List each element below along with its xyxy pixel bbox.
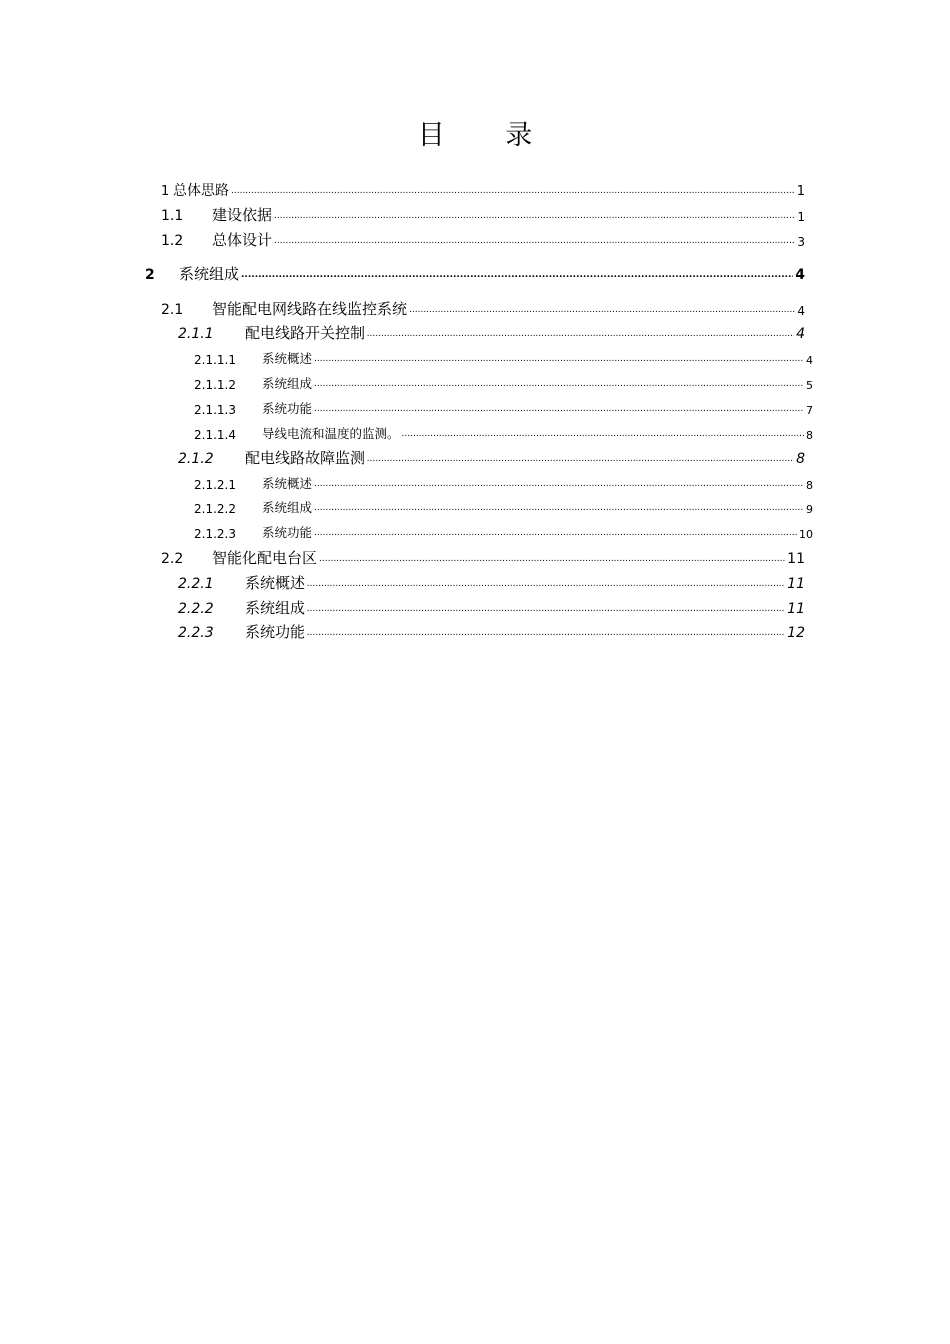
toc-leader [314,405,804,414]
toc-leader [307,605,785,614]
toc-leader [314,504,804,513]
toc-page-number: 9 [806,502,813,516]
toc-title: 导线电流和温度的监测。 [262,426,400,441]
toc-title: 智能配电网线路在线监控系统 [212,300,408,318]
toc-number: 2 [145,267,155,283]
toc-leader [274,212,795,221]
toc-page-number: 11 [787,551,805,567]
toc-title: 系统功能 [245,623,306,641]
toc-page-number: 8 [806,428,813,442]
toc-leader [314,529,797,538]
toc-number: 1.2 [161,233,184,249]
toc-number: 2.1.1.4 [194,427,236,442]
toc-entry-1-2[interactable] [161,233,805,248]
toc-number: 2.2.2 [178,601,214,617]
toc-page-number: 4 [795,267,805,283]
toc-entry-2-2-3[interactable] [178,625,805,640]
toc-title: 系统概述 [262,476,313,491]
toc-leader [402,430,804,439]
toc-page-number: 1 [797,210,805,224]
page-title: 目 录 [417,120,559,151]
toc-leader [314,355,804,364]
toc-number: 2.1.1.3 [194,402,236,417]
toc-number: 2.1.2.2 [194,501,236,516]
toc-leader [319,555,785,564]
toc-page-number: 4 [796,326,805,342]
toc-entry-2-2-1[interactable] [178,576,805,591]
toc-title: 系统组成 [262,500,313,515]
toc-entry-2-1-1[interactable] [178,326,805,341]
toc-number: 2.2 [161,551,184,567]
toc-entry-2-1-2-2[interactable] [194,502,813,515]
toc-page-number: 4 [806,353,813,367]
toc-title: 建设依据 [212,206,273,224]
toc-page-number: 1 [796,184,805,199]
toc-leader [231,187,795,196]
toc-title: 配电线路故障监测 [245,449,366,467]
toc-page-number: 10 [799,527,813,541]
toc-entry-2-1[interactable] [161,302,805,317]
toc-title: 系统概述 [245,574,306,592]
toc-page-number: 8 [806,478,813,492]
toc-number: 2.2.3 [178,625,214,641]
toc-number: 2.1.2 [178,451,214,467]
toc-page-number: 7 [806,403,813,417]
toc-title: 系统概述 [262,351,313,366]
toc-number: 2.1.2.3 [194,526,236,541]
toc-title: 总体设计 [212,231,273,249]
toc-title: 系统组成 [179,265,240,283]
toc-title: 系统功能 [262,401,313,416]
toc-entry-2-1-2-1[interactable] [194,478,813,491]
toc-title: 智能化配电台区 [212,549,318,567]
toc-page-number: 5 [806,378,813,392]
toc-entry-1-1[interactable] [161,208,805,223]
toc-entry-1[interactable] [161,184,805,198]
toc-leader [409,306,795,315]
toc-title: 配电线路开关控制 [245,324,366,342]
toc-entry-2-2[interactable] [161,551,805,566]
toc-leader [307,580,785,589]
toc-leader [307,629,785,638]
toc-number: 2.1.1.1 [194,352,236,367]
toc-entry-2-1-2[interactable] [178,451,805,466]
toc-entry-2-1-2-3[interactable] [194,527,813,540]
toc-leader [274,237,795,246]
toc-title: 系统功能 [262,525,313,540]
toc-page-number: 11 [787,576,805,592]
toc-leader [367,455,794,464]
toc-leader [367,330,794,339]
toc-entry-2[interactable] [145,267,805,282]
toc-leader [314,380,804,389]
toc-number: 1 [161,184,170,199]
toc-page-number: 12 [787,625,805,641]
toc-entry-2-1-1-2[interactable] [194,378,813,391]
toc-page-number: 11 [787,601,805,617]
toc-number: 2.1.1.2 [194,377,236,392]
toc-number: 2.1 [161,302,184,318]
toc-page-number: 4 [797,304,805,318]
toc-number: 2.2.1 [178,576,214,592]
toc-page-number: 3 [797,235,805,249]
toc-entry-2-1-1-3[interactable] [194,403,813,416]
toc-leader [241,271,793,280]
toc-title: 系统组成 [245,599,306,617]
toc-number: 1.1 [161,208,184,224]
toc-number: 2.1.1 [178,326,214,342]
toc-title: 总体思路 [173,183,229,199]
toc-page-number: 8 [796,451,805,467]
toc-leader [314,480,804,489]
toc-entry-2-1-1-1[interactable] [194,353,813,366]
toc-entry-2-1-1-4[interactable] [194,428,813,441]
toc-number: 2.1.2.1 [194,477,236,492]
toc-title: 系统组成 [262,376,313,391]
toc-entry-2-2-2[interactable] [178,601,805,616]
